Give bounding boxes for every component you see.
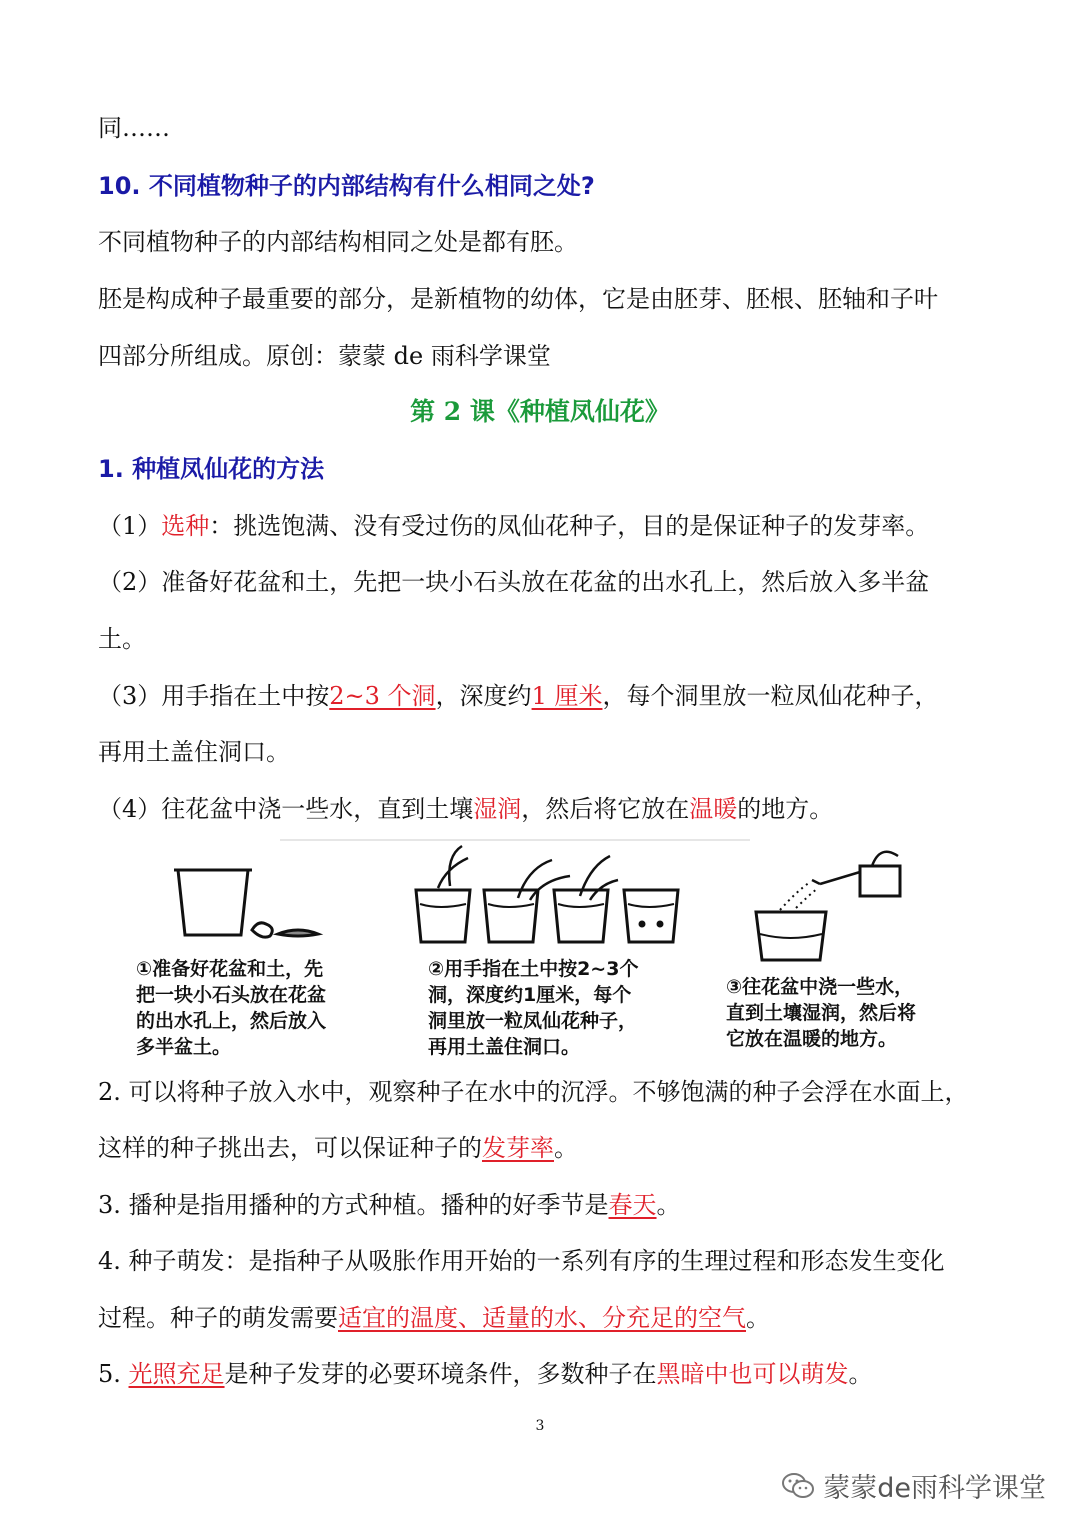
point-4-line-2 (98, 1302, 1020, 1334)
step-4-text: 的地方。 (737, 795, 834, 823)
caption-step-3-line: 直到土壤湿润，然后将 (726, 1002, 917, 1024)
watering-can-icon (756, 852, 900, 960)
point-4-line-1: 4. 种子萌发：是指种子从吸胀作用开始的一系列有序的生理过程和形态发生变化 (98, 1247, 945, 1275)
empty-pot-icon (174, 870, 318, 937)
wechat-icon (781, 1471, 815, 1501)
point-4-keyword: 适宜的温度、适量的水、分充足的空气 (338, 1304, 746, 1332)
step-3-prefix: （3）用手指在土中按 (98, 682, 330, 710)
step-1-keyword: 选种 (161, 512, 210, 540)
step-3-keyword-depth: 1 厘米 (531, 682, 603, 710)
caption-step-3-line: ③往花盆中浇一些水， (726, 976, 914, 998)
point-3-end: 。 (656, 1191, 681, 1219)
point-5 (98, 1358, 1020, 1390)
point-2-text: 这样的种子挑出去，可以保证种子的 (98, 1134, 482, 1162)
point-2-keyword: 发芽率 (482, 1134, 554, 1162)
point-2-line-1: 2. 可以将种子放入水中，观察种子在水中的沉浮。不够饱满的种子会浮在水面上， (98, 1078, 969, 1106)
step-4-keyword-warm: 温暖 (689, 795, 738, 823)
step-3-keyword-holes: 2~3 个洞 (329, 682, 436, 710)
step-3-middle: ，深度约 (435, 682, 532, 710)
step-4-middle: ，然后将它放在 (521, 795, 690, 823)
step-4 (98, 793, 1020, 825)
caption-step-3-line: 它放在温暖的地方。 (726, 1028, 898, 1050)
point-4-end: 。 (746, 1304, 770, 1332)
caption-step-2-line: 再用土盖住洞口。 (428, 1036, 581, 1058)
caption-step-2 (428, 956, 638, 1060)
page-number: 3 (535, 1418, 545, 1434)
point-5-end: 。 (848, 1360, 873, 1388)
step-4-prefix: （4）往花盆中浇一些水，直到土壤 (98, 795, 474, 823)
planting-illustration (120, 838, 960, 1063)
point-3 (98, 1189, 1020, 1221)
point-5-prefix: 5. (98, 1360, 129, 1388)
watermark (781, 1466, 1046, 1505)
pots-with-hands-icon (416, 846, 678, 942)
step-1-text: ：挑选饱满、没有受过伤的凤仙花种子，目的是保证种子的发芽率。 (209, 512, 930, 540)
point-2-end: 。 (554, 1134, 578, 1162)
caption-step-1-line: 的出水孔上，然后放入 (136, 1010, 327, 1032)
step-4-keyword-moist: 湿润 (473, 795, 522, 823)
answer-10-line-2: 胚是构成种子最重要的部分，是新植物的幼体，它是由胚芽、胚根、胚轴和子叶 (98, 285, 938, 313)
caption-step-2-line: 洞，深度约1厘米，每个 (428, 984, 632, 1006)
caption-step-2-line: ②用手指在土中按2~3个 (428, 958, 639, 980)
step-1-prefix: （1） (98, 512, 162, 540)
caption-step-2-line: 洞里放一粒凤仙花种子， (428, 1010, 638, 1032)
caption-step-1-line: 把一块小石头放在花盆 (136, 984, 327, 1006)
point-5-middle: 是种子发芽的必要环境条件，多数种子在 (224, 1360, 657, 1388)
point-3-keyword: 春天 (608, 1191, 657, 1219)
answer-10-line-1: 不同植物种子的内部结构相同之处是都有胚。 (98, 228, 578, 256)
caption-step-1-line: ①准备好花盆和土，先 (136, 958, 324, 980)
step-1 (98, 510, 1020, 542)
answer-10-line-3: 四部分所组成。原创：蒙蒙 de 雨科学课堂 (98, 342, 551, 370)
step-3-line-2: 再用土盖住洞口。 (98, 738, 290, 766)
watermark-text: 蒙蒙de雨科学课堂 (823, 1473, 1046, 1504)
caption-step-3 (726, 974, 916, 1052)
caption-step-1-line: 多半盆土。 (136, 1036, 232, 1058)
point-5-keyword-light: 光照充足 (128, 1360, 225, 1388)
point-5-keyword-dark: 黑暗中也可以萌发 (656, 1360, 849, 1388)
lesson-title: 第 2 课《种植凤仙花》 (410, 397, 670, 426)
step-3-text: ，每个洞里放一粒凤仙花种子， (602, 682, 939, 710)
point-4-text: 过程。种子的萌发需要 (98, 1304, 338, 1332)
caption-step-1 (136, 956, 326, 1060)
question-1: 1. 种植凤仙花的方法 (98, 455, 325, 483)
step-2-line-1: （2）准备好花盆和土，先把一块小石头放在花盆的出水孔上，然后放入多半盆 (98, 568, 930, 596)
step-3-line-1 (98, 680, 1020, 712)
step-2-line-2: 土。 (98, 625, 146, 653)
question-10: 10. 不同植物种子的内部结构有什么相同之处? (98, 172, 595, 200)
text-line: 同…… (98, 114, 170, 142)
point-3-text: 3. 播种是指用播种的方式种植。播种的好季节是 (98, 1191, 609, 1219)
point-2-line-2 (98, 1132, 1020, 1164)
